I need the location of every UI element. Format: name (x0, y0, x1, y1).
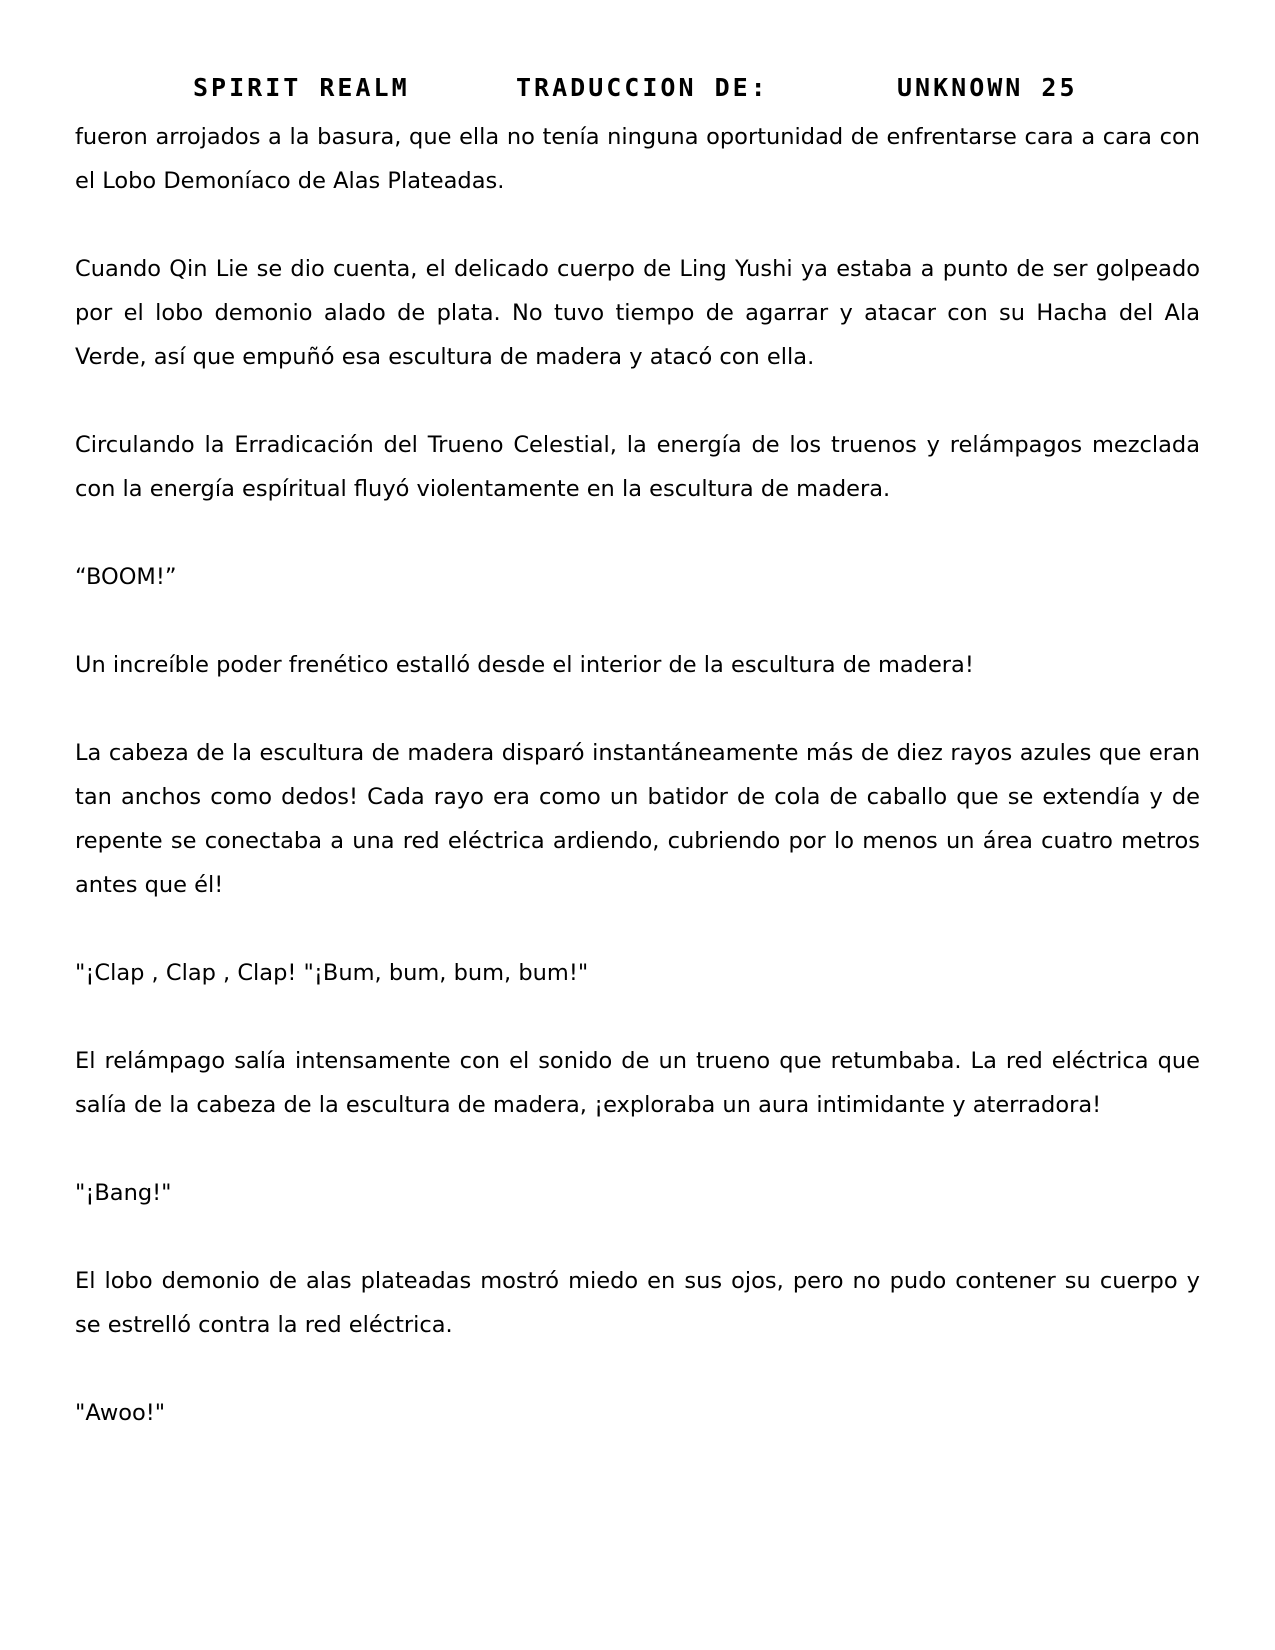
document-body (75, 115, 1200, 1435)
paragraph: Circulando la Erradicación del Trueno Celestial, la energía de los truenos y relámpagos mezclada con la energía espíritual fluyó violentamente en la escultura de madera. (75, 432, 1200, 502)
header-translation-label: TRADUCCION DE: (516, 73, 769, 102)
paragraph: Un increíble poder frenético estalló desde el interior de la escultura de madera! (75, 652, 974, 678)
paragraph: El lobo demonio de alas plateadas mostró miedo en sus ojos, pero no pudo contener su cuerpo y se estrelló contra la red eléctrica. (75, 1268, 1200, 1338)
paragraph: "¡Clap , Clap , Clap! "¡Bum, bum, bum, bum!" (75, 960, 589, 986)
paragraph: "¡Bang!" (75, 1180, 172, 1206)
paragraph: La cabeza de la escultura de madera disparó instantáneamente más de diez rayos azules que eran tan anchos como dedos! Cada rayo era como un batidor de cola de caballo que se extendía y de repente se conectaba a una red eléctrica ardiendo, cubriendo por lo menos un área cuatro metros antes que él! (75, 740, 1200, 898)
paragraph: Cuando Qin Lie se dio cuenta, el delicado cuerpo de Ling Yushi ya estaba a punto de ser golpeado por el lobo demonio alado de plata. No tuvo tiempo de agarrar y atacar con su Hacha del Ala Verde, así que empuñó esa escultura de madera y atacó con ella. (75, 256, 1200, 370)
paragraph: fueron arrojados a la basura, que ella no tenía ninguna oportunidad de enfrentarse cara a cara con el Lobo Demoníaco de Alas Plateadas. (75, 124, 1200, 194)
paragraph: El relámpago salía intensamente con el sonido de un trueno que retumbaba. La red eléctrica que salía de la cabeza de la escultura de madera, ¡exploraba un aura intimidante y aterradora! (75, 1048, 1200, 1118)
paragraph: "Awoo!" (75, 1400, 166, 1426)
header-translator: UNKNOWN 25 (897, 73, 1078, 102)
page-header (0, 73, 1275, 109)
paragraph: “BOOM!” (75, 564, 177, 590)
header-title: SPIRIT REALM (193, 73, 410, 102)
